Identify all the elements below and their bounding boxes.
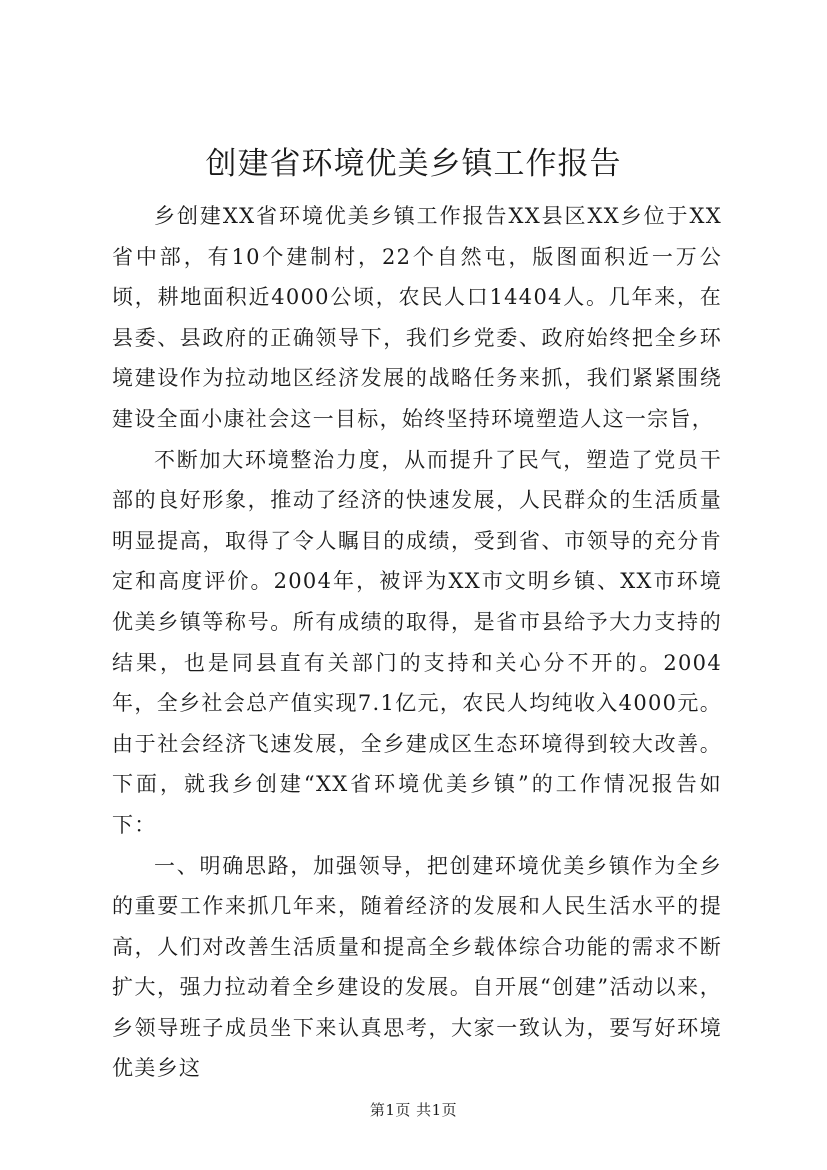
- document-title: 创建省环境优美乡镇工作报告: [205, 146, 622, 182]
- paragraph-3: 一、明确思路，加强领导，把创建环境优美乡镇作为全乡的重要工作来抓几年来，随着经济的发展和人民生活水平的提高，人们对改善生活质量和提高全乡载体综合功能的需求不断扩大，强力拉动着全乡建设的发展。自开展“创建”活动以来，乡领导班子成员坐下来认真思考，大家一致认为，要写好环境优美乡这: [112, 853, 722, 1081]
- paragraph-1: 乡创建XX省环境优美乡镇工作报告XX县区XX乡位于XX省中部，有10个建制村，22个自然屯，版图面积近一万公顷，耕地面积近4000公顷，农民人口14404人。几年来，在县委、县政府的正确领导下，我们乡党委、政府始终把全乡环境建设作为拉动地区经济发展的战略任务来抓，我们紧紧围绕建设全面小康社会这一目标，始终坚持环境塑造人这一宗旨，: [112, 204, 722, 431]
- document-body: [112, 196, 722, 1089]
- paragraph-2: 不断加大环境整治力度，从而提升了民气，塑造了党员干部的良好形象，推动了经济的快速发展，人民群众的生活质量明显提高，取得了令人瞩目的成绩，受到省、市领导的充分肯定和高度评价。2004年，被评为XX市文明乡镇、XX市环境优美乡镇等称号。所有成绩的取得，是省市县给予大力支持的结果，也是同县直有关部门的支持和关心分不开的。2004年，全乡社会总产值实现7.1亿元，农民人均纯收入4000元。由于社会经济飞速发展，全乡建成区生态环境得到较大改善。下面，就我乡创建“XX省环境优美乡镇”的工作情况报告如下：: [112, 447, 722, 837]
- page-footer: 第1页 共1页: [369, 1101, 458, 1119]
